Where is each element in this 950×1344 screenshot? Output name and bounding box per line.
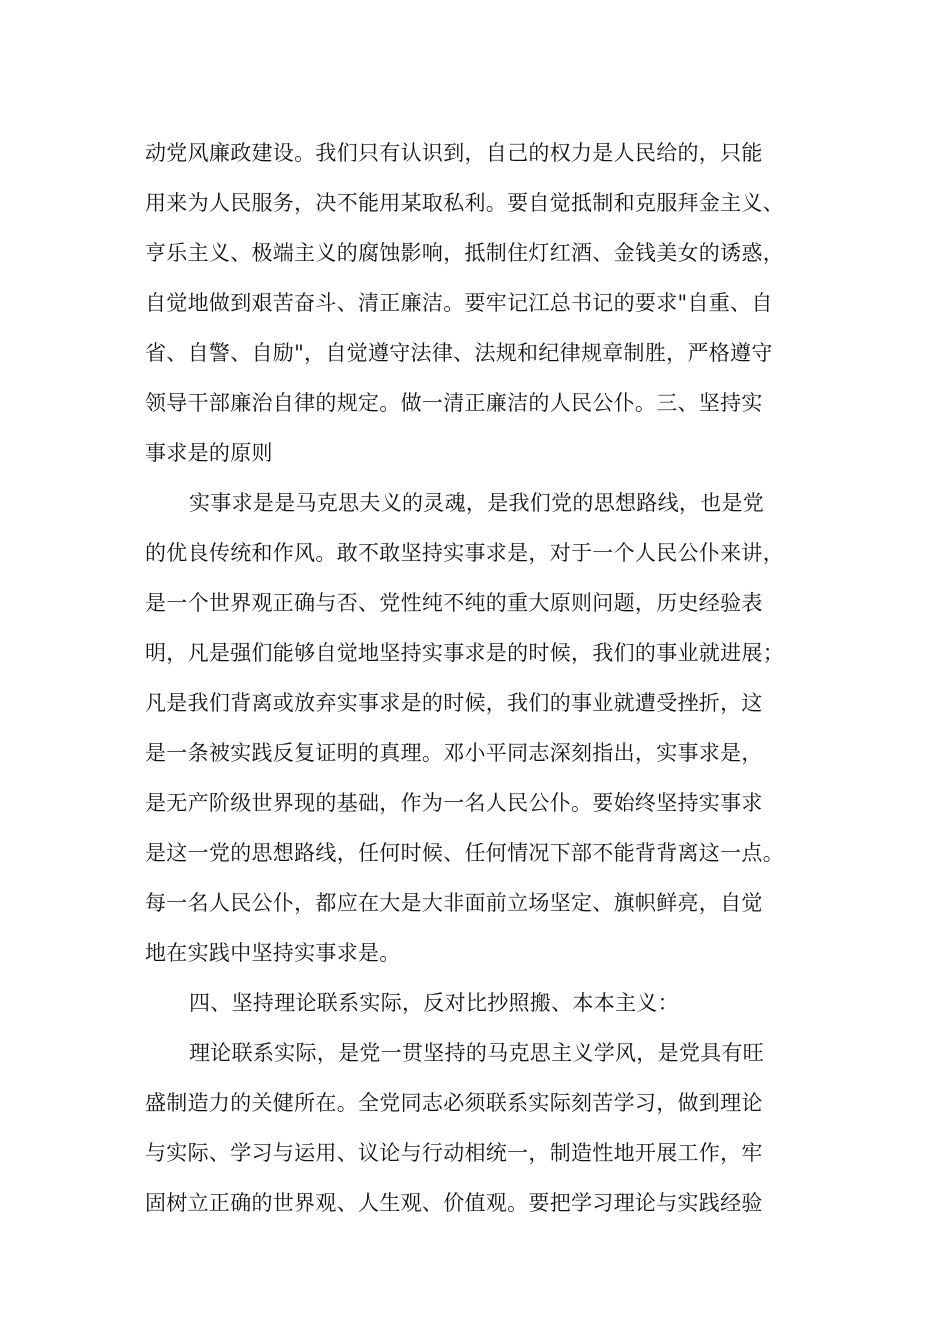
text-line: 动党风廉政建设。我们只有认识到，自己的权力是人民给的，只能 — [145, 141, 763, 165]
text-line: 明，凡是强们能够自觉地坚持实事求是的时候，我们的事业就进展； — [145, 641, 784, 665]
text-line: 亨乐主义、极端主义的腐蚀影响，抵制住灯红酒、金钱美女的诱惑， — [145, 241, 784, 265]
text-line: 地在实践中坚持实事求是。 — [145, 941, 401, 965]
text-line: 是这一党的思想路线，任何时候、任何情况下部不能背背离这一点。 — [145, 841, 784, 865]
text-line: 与实际、学习与运用、议论与行动相统一，制造性地开展工作，牢 — [145, 1141, 763, 1165]
text-line: 固树立正确的世界观、人生观、价值观。要把学习理论与实践经验 — [145, 1191, 763, 1215]
text-line: 是一条被实践反复证明的真理。邓小平同志深刻指出，实事求是， — [145, 741, 763, 765]
text-line: 凡是我们背离或放弃实事求是的时候，我们的事业就遭受挫折，这 — [145, 691, 763, 715]
text-line: 事求是的原则 — [145, 441, 273, 465]
text-line: 省、自警、自励"，自觉遵守法律、法规和纪律规章制胜，严格遵守 — [145, 341, 773, 365]
paragraph-first-line: 理论联系实际，是党一贯坚持的马克思主义学风，是党具有旺 — [189, 1041, 765, 1065]
text-line: 领导干部廉治自律的规定。做一清正廉洁的人民公仆。三、坚持实 — [145, 391, 763, 415]
body-text — [145, 128, 835, 1228]
text-line: 是无产阶级世界现的基础，作为一名人民公仆。要始终坚持实事求 — [145, 791, 763, 815]
text-line: 用来为人民服务，决不能用某取私利。要自觉抵制和克服拜金主义、 — [145, 191, 784, 215]
text-line: 每一名人民公仆，都应在大是大非面前立场坚定、旗帜鲜亮，自觉 — [145, 891, 763, 915]
section-heading: 四、坚持理论联系实际，反对比抄照搬、本本主义： — [189, 991, 679, 1015]
text-line: 的优良传统和作风。敢不敢坚持实事求是，对于一个人民公仆来讲， — [145, 541, 784, 565]
paragraph-first-line: 实事求是是马克思夫义的灵魂，是我们党的思想路线，也是党 — [189, 491, 765, 515]
text-line: 盛制造力的关健所在。全党同志必须联系实际刻苦学习，做到理论 — [145, 1091, 763, 1115]
text-line: 是一个世界观正确与否、党性纯不纯的重大原则问题，历史经验表 — [145, 591, 763, 615]
text-line: 自觉地做到艰苦奋斗、清正廉洁。要牢记江总书记的要求"自重、自 — [145, 291, 773, 315]
